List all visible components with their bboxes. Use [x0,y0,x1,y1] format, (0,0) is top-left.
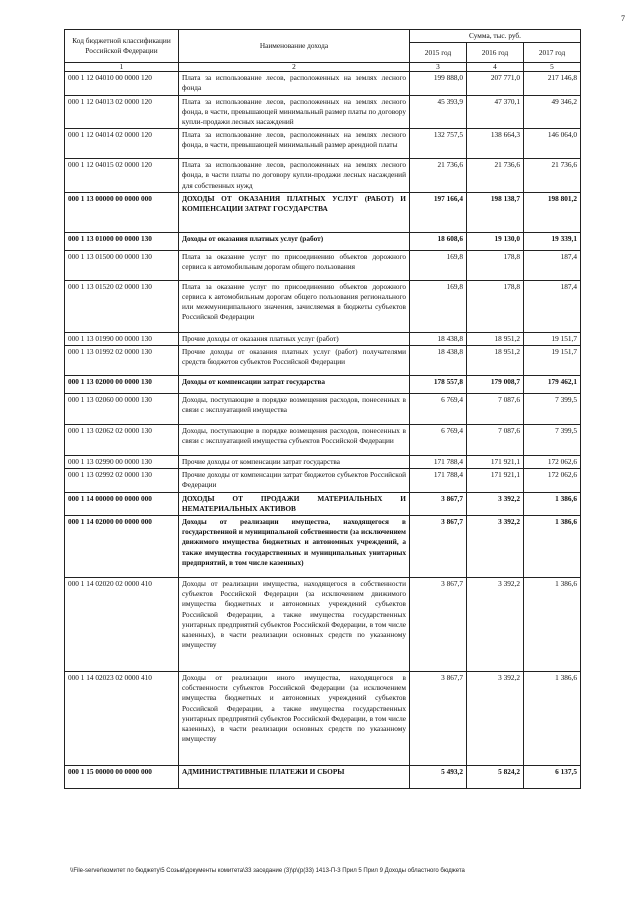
row-value-2016: 21 736,6 [467,159,524,193]
row-value-2015: 169,8 [410,250,467,280]
table-row [65,332,581,345]
row-value-2016: 7 087,6 [467,425,524,456]
row-value-2016: 7 087,6 [467,394,524,425]
row-name: АДМИНИСТРАТИВНЫЕ ПЛАТЕЖИ И СБОРЫ [179,766,410,789]
row-value-2017: 7 399,5 [524,425,581,456]
row-value-2015: 6 769,4 [410,425,467,456]
row-code: 000 1 13 01000 00 0000 130 [65,232,179,250]
row-value-2015: 132 757,5 [410,129,467,159]
table-row [65,394,581,425]
row-value-2017: 217 146,8 [524,72,581,95]
row-name: Доходы, поступающие в порядке возмещения расходов, понесенных в связи с эксплуатацией имущества субъектов Российской Федерации [179,425,410,456]
row-value-2016: 3 392,2 [467,492,524,515]
row-value-2015: 45 393,9 [410,95,467,129]
row-value-2015: 3 867,7 [410,578,467,672]
index-cell: 1 [65,63,179,72]
row-code: 000 1 13 02062 02 0000 130 [65,425,179,456]
row-value-2016: 18 951,2 [467,332,524,345]
row-value-2015: 18 608,6 [410,232,467,250]
table-row [65,492,581,515]
row-value-2017: 19 151,7 [524,332,581,345]
row-value-2017: 1 386,6 [524,578,581,672]
row-value-2015: 21 736,6 [410,159,467,193]
table-row [65,129,581,159]
row-value-2016: 3 392,2 [467,516,524,578]
table-row [65,72,581,95]
row-value-2015: 3 867,7 [410,672,467,766]
row-value-2016: 171 921,1 [467,456,524,469]
row-value-2016: 171 921,1 [467,469,524,492]
header-year-2016: 2016 год [467,43,524,63]
row-value-2017: 172 062,6 [524,469,581,492]
header-name: Наименование дохода [179,30,410,63]
file-path-footer: \\File-server\комитет по бюджету\5 Созыв\документы комитета\33 заседание (3)\р\(р(33) 1413-П-3 Прил 5 Прил 9 Доходы областного бюджета [70,868,465,874]
row-name: Доходы от реализации имущества, находящегося в собственности субъектов Российской Федерации (за исключением движимого имущества бюджетных и автономных учреждений субъектов Российской Федерации, а также имущества государственных унитарных предприятий субъектов Российской Федерации, в том числе казенных), в части реализации основных средств по указанному имуществу [179,578,410,672]
table-row [65,232,581,250]
header-year-2017: 2017 год [524,43,581,63]
row-name: Плата за использование лесов, расположенных на землях лесного фонда, в части, превышающей минимальный размер платы по договору купли-продажи лесных насаждений [179,95,410,129]
row-code: 000 1 14 02000 00 0000 000 [65,516,179,578]
row-value-2016: 18 951,2 [467,346,524,376]
row-name: Плата за оказание услуг по присоединению объектов дорожного сервиса к автомобильным дорогам общего пользования [179,250,410,280]
row-code: 000 1 13 02990 00 0000 130 [65,456,179,469]
row-code: 000 1 13 02992 02 0000 130 [65,469,179,492]
row-name: Доходы от оказания платных услуг (работ) [179,232,410,250]
header-year-2015: 2015 год [410,43,467,63]
row-name: Прочие доходы от компенсации затрат государства [179,456,410,469]
row-value-2015: 18 438,8 [410,346,467,376]
row-value-2015: 6 769,4 [410,394,467,425]
index-cell: 5 [524,63,581,72]
row-name: Плата за использование лесов, расположенных на землях лесного фонда [179,72,410,95]
table-row [65,469,581,492]
row-name: Прочие доходы от компенсации затрат бюджетов субъектов Российской Федерации [179,469,410,492]
row-value-2016: 178,8 [467,250,524,280]
row-name: Плата за оказание услуг по присоединению объектов дорожного сервиса к автомобильным дорогам общего пользования регионального или межмуниципального значения, зачисляемая в бюджеты субъектов Российской Федерации [179,280,410,332]
row-code: 000 1 12 04015 02 0000 120 [65,159,179,193]
row-name: Доходы от реализации иного имущества, находящегося в собственности субъектов Российской Федерации (за исключением имущества бюджетных и автономных учреждений субъектов Российской Федерации, а также имущества государственных унитарных предприятий субъектов Российской Федерации, в том числе казенных), в части реализации основных средств по указанному имуществу [179,672,410,766]
row-value-2016: 3 392,2 [467,578,524,672]
row-name: Доходы от реализации имущества, находящегося в государственной и муниципальной собственности (за исключением движимого имущества бюджетных и автономных учреждений, а также имущества государственных и муниципальных унитарных предприятий, в том числе казенных) [179,516,410,578]
row-value-2017: 179 462,1 [524,376,581,394]
row-value-2017: 172 062,6 [524,456,581,469]
revenue-table [64,29,581,789]
row-code: 000 1 12 04014 02 0000 120 [65,129,179,159]
header-code: Код бюджетной классификации Российской Федерации [65,30,179,63]
row-code: 000 1 14 00000 00 0000 000 [65,492,179,515]
row-value-2017: 187,4 [524,250,581,280]
table-row [65,250,581,280]
row-value-2015: 171 788,4 [410,469,467,492]
row-name: ДОХОДЫ ОТ ПРОДАЖИ МАТЕРИАЛЬНЫХ И НЕМАТЕРИАЛЬНЫХ АКТИВОВ [179,492,410,515]
row-name: Доходы, поступающие в порядке возмещения расходов, понесенных в связи с эксплуатацией имущества [179,394,410,425]
row-code: 000 1 13 01500 00 0000 130 [65,250,179,280]
row-value-2016: 19 130,0 [467,232,524,250]
row-value-2017: 19 151,7 [524,346,581,376]
row-name: ДОХОДЫ ОТ ОКАЗАНИЯ ПЛАТНЫХ УСЛУГ (РАБОТ) И КОМПЕНСАЦИИ ЗАТРАТ ГОСУДАРСТВА [179,192,410,232]
row-value-2017: 198 801,2 [524,192,581,232]
row-code: 000 1 13 01520 02 0000 130 [65,280,179,332]
table-row [65,95,581,129]
row-value-2017: 49 346,2 [524,95,581,129]
row-code: 000 1 12 04010 00 0000 120 [65,72,179,95]
index-cell: 4 [467,63,524,72]
row-value-2015: 171 788,4 [410,456,467,469]
row-value-2015: 3 867,7 [410,516,467,578]
table-row [65,578,581,672]
table-row [65,192,581,232]
row-name: Прочие доходы от оказания платных услуг (работ) получателями средств бюджетов субъектов Российской Федерации [179,346,410,376]
header-sum: Сумма, тыс. руб. [410,30,581,43]
table-row [65,280,581,332]
row-value-2016: 179 008,7 [467,376,524,394]
row-code: 000 1 13 00000 00 0000 000 [65,192,179,232]
table-row [65,672,581,766]
row-value-2016: 198 138,7 [467,192,524,232]
row-value-2015: 199 888,0 [410,72,467,95]
row-value-2015: 3 867,7 [410,492,467,515]
row-name: Плата за использование лесов, расположенных на землях лесного фонда, в части платы по договору купли-продажи лесных насаждений для собственных нужд [179,159,410,193]
row-value-2017: 146 064,0 [524,129,581,159]
row-value-2017: 19 339,1 [524,232,581,250]
row-value-2015: 5 493,2 [410,766,467,789]
row-value-2017: 187,4 [524,280,581,332]
row-name: Прочие доходы от оказания платных услуг (работ) [179,332,410,345]
row-code: 000 1 14 02023 02 0000 410 [65,672,179,766]
row-value-2016: 207 771,0 [467,72,524,95]
row-value-2015: 169,8 [410,280,467,332]
page-number: 7 [621,14,625,23]
row-value-2016: 178,8 [467,280,524,332]
row-value-2017: 6 137,5 [524,766,581,789]
table-row [65,516,581,578]
row-code: 000 1 13 02000 00 0000 130 [65,376,179,394]
row-code: 000 1 13 01992 02 0000 130 [65,346,179,376]
row-name: Доходы от компенсации затрат государства [179,376,410,394]
row-value-2016: 5 824,2 [467,766,524,789]
row-value-2017: 21 736,6 [524,159,581,193]
table-row [65,376,581,394]
row-value-2016: 3 392,2 [467,672,524,766]
row-value-2017: 1 386,6 [524,672,581,766]
row-value-2017: 1 386,6 [524,492,581,515]
row-code: 000 1 14 02020 02 0000 410 [65,578,179,672]
row-code: 000 1 13 01990 00 0000 130 [65,332,179,345]
row-value-2015: 197 166,4 [410,192,467,232]
table-row [65,159,581,193]
row-value-2015: 178 557,8 [410,376,467,394]
row-value-2016: 47 370,1 [467,95,524,129]
row-value-2015: 18 438,8 [410,332,467,345]
row-value-2017: 7 399,5 [524,394,581,425]
table-row [65,425,581,456]
table-row [65,766,581,789]
table-row [65,346,581,376]
row-code: 000 1 15 00000 00 0000 000 [65,766,179,789]
index-cell: 3 [410,63,467,72]
row-value-2017: 1 386,6 [524,516,581,578]
row-code: 000 1 13 02060 00 0000 130 [65,394,179,425]
row-name: Плата за использование лесов, расположенных на землях лесного фонда, в части, превышающей минимальный размер арендной платы [179,129,410,159]
row-code: 000 1 12 04013 02 0000 120 [65,95,179,129]
index-cell: 2 [179,63,410,72]
table-row [65,456,581,469]
row-value-2016: 138 664,3 [467,129,524,159]
